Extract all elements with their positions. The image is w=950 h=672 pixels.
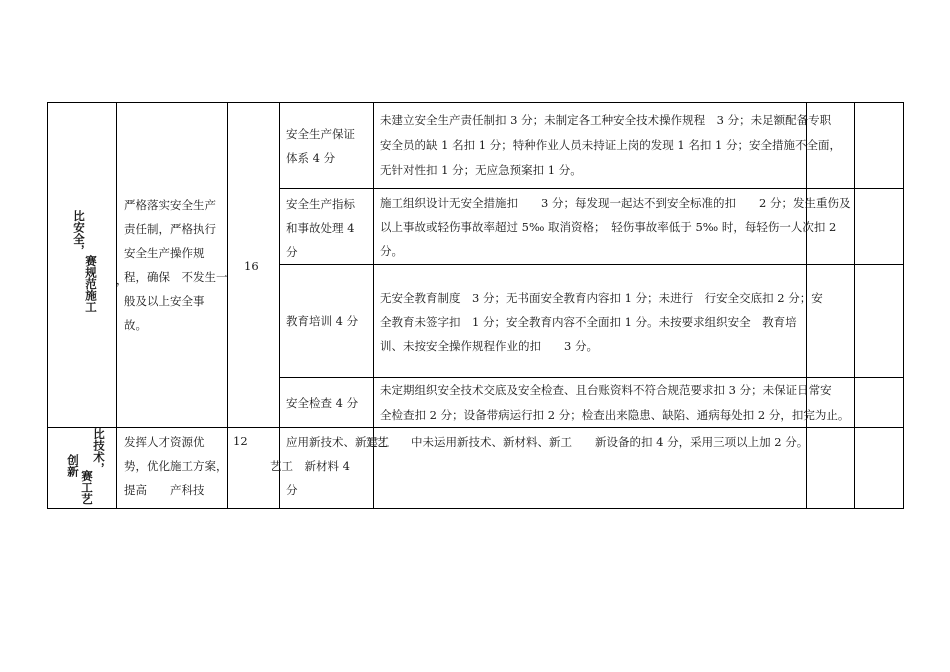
category-label: 赛工艺 [80, 470, 94, 505]
text-line: 安全生产操作规 [124, 246, 205, 260]
text-line: 严格落实安全生产 [124, 198, 216, 212]
item-criteria: 无安全教育制度 3 分；无书面安全教育内容扣 1 分；未进行 行安全交底扣 2 分；安 [380, 291, 823, 305]
item-name: 安全检查 4 分 [286, 396, 359, 410]
item-criteria: 无针对性扣 1 分；无应急预案扣 1 分。 [380, 163, 582, 177]
item-criteria: 安全员的缺 1 名扣 1 分；特种作业人员未持证上岗的发现 1 名扣 1 分；安全措施不全面， [380, 138, 842, 152]
item-criteria: 全检查扣 2 分；设备带病运行扣 2 分；检查出来隐患、缺陷、通病每处扣 2 分，扣完为止。 [380, 408, 850, 422]
category-label: 比安全， [72, 210, 86, 256]
column-divider [279, 102, 280, 509]
item-name: 应用新技术、新建工 [286, 435, 390, 449]
item-criteria: 未建立安全生产责任制扣 3 分；未制定各工种安全技术操作规程 3 分；未足额配备专职 [380, 113, 832, 127]
category-label: 赛规范施工 [84, 255, 98, 313]
column-divider [854, 102, 855, 509]
text-line: 发挥人才资源优 [124, 435, 205, 449]
item-criteria: 未定期组织安全技术交底及安全检查、且台账资料不符合规范要求扣 3 分；未保证日常安 [380, 383, 832, 397]
column-divider [116, 102, 117, 509]
row-divider [47, 427, 904, 428]
item-name: 体系 4 分 [286, 151, 336, 165]
item-criteria: 施工组织设计无安全措施扣 3 分；每发现一起达不到安全标准的扣 2 分；发生重伤及 [380, 196, 851, 210]
item-name: 和事故处理 4 [286, 221, 355, 235]
item-name: 分 [286, 245, 298, 259]
item-criteria: 工艺 中未运用新技术、新材料、新工 新设备的扣 4 分，采用三项以上加 2 分。 [365, 435, 809, 449]
category-label: 比技术， [92, 428, 106, 474]
item-name: 安全生产保证 [286, 127, 355, 141]
score-value: 12 [233, 434, 248, 448]
text-line: 般及以上安全事 [124, 294, 205, 308]
item-criteria: 全教育未签字扣 1 分；安全教育内容不全面扣 1 分。未按要求组织安全 教育培 [380, 315, 797, 329]
item-name: 分 [286, 483, 298, 497]
item-criteria: 以上事故或轻伤事故率超过 5‰ 取消资格； 轻伤事故率低于 5‰ 时，每轻伤一人次扣 2 [380, 220, 837, 234]
text-line: 势，优化施工方案， [124, 459, 228, 473]
punctuation-mark: ， [116, 273, 128, 287]
text-line: 程，确保 不发生一 [124, 270, 228, 284]
item-name: 教育培训 4 分 [286, 314, 359, 328]
item-name: 安全生产指标 [286, 197, 355, 211]
table-border-top [47, 102, 904, 103]
text-line: 提高 产科技 [124, 483, 205, 497]
category-label: 创新 [66, 454, 80, 477]
item-name: 艺工 新材料 4 [270, 459, 350, 473]
table-border-bottom [47, 508, 904, 509]
text-line: 责任制，严格执行 [124, 222, 216, 236]
item-criteria: 训、未按安全操作规程作业的扣 3 分。 [380, 339, 598, 353]
score-value: 16 [244, 259, 259, 273]
column-divider [227, 102, 228, 509]
text-line: 故。 [124, 318, 147, 332]
item-criteria: 分。 [380, 244, 403, 258]
table-border-right [903, 102, 904, 509]
table-border-left [47, 102, 48, 509]
